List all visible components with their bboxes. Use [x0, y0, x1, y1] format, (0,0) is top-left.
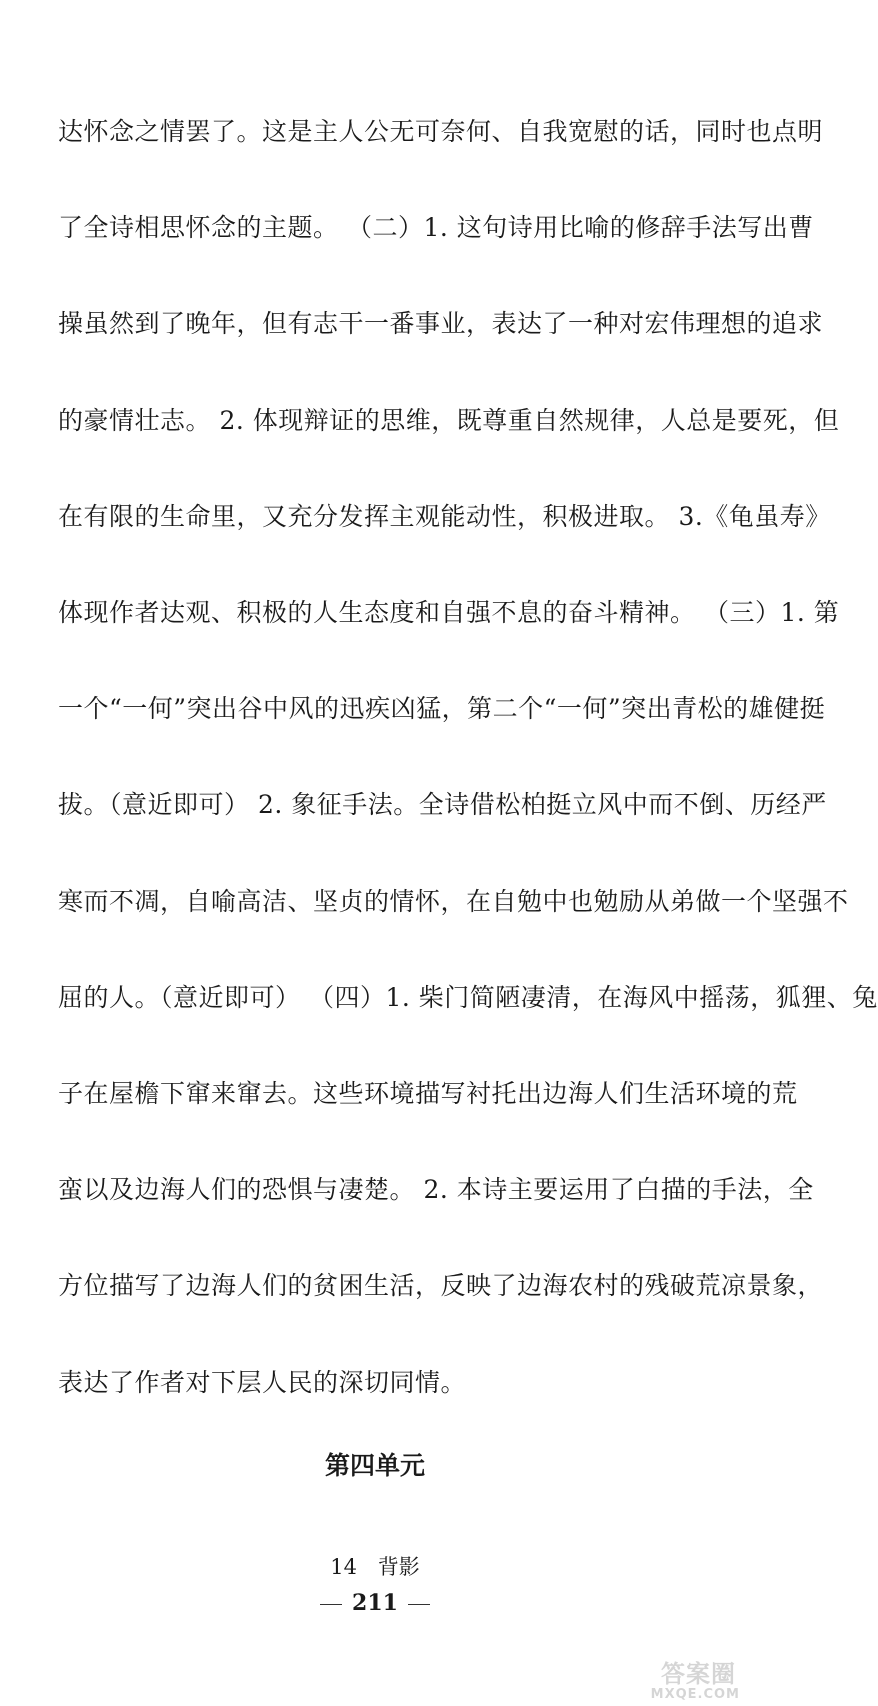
unit-heading: 第四单元	[324, 1451, 425, 1480]
text-line: 体现作者达观、积极的人生态度和自强不息的奋斗精神。 （三）1. 第	[58, 598, 840, 627]
page-number	[0, 1588, 750, 1618]
dash-right	[408, 1604, 430, 1605]
text-line: 一个“一何”突出谷中风的迅疾凶猛，第二个“一何”突出青松的雄健挺	[58, 694, 826, 723]
text-line: 表达了作者对下层人民的深切同情。	[58, 1368, 467, 1397]
text-line: 拔。（意近即可） 2. 象征手法。全诗借松柏挺立风中而不倒、历经严	[58, 790, 827, 819]
text-line: 了全诗相思怀念的主题。 （二）1. 这句诗用比喻的修辞手法写出曹	[58, 213, 814, 242]
watermark-logo: 答案圈	[661, 1660, 736, 1688]
lesson-heading: 14 背影	[330, 1555, 420, 1579]
text-line: 蛮以及边海人们的恐惧与凄楚。 2. 本诗主要运用了白描的手法，全	[58, 1175, 814, 1204]
text-line: 寒而不凋，自喻高洁、坚贞的情怀，在自勉中也勉励从弟做一个坚强不	[58, 887, 849, 916]
dash-left	[320, 1604, 342, 1605]
text-line: 操虽然到了晚年，但有志干一番事业，表达了一种对宏伟理想的追求	[58, 309, 824, 338]
text-line: 在有限的生命里，又充分发挥主观能动性，积极进取。 3.《龟虽寿》	[58, 502, 831, 531]
watermark-url: MXQE.COM	[650, 1687, 740, 1702]
text-line: 达怀念之情罢了。这是主人公无可奈何、自我宽慰的话，同时也点明	[58, 117, 824, 146]
watermark	[594, 1654, 744, 1702]
text-line: 子在屋檐下窜来窜去。这些环境描写衬托出边海人们生活环境的荒	[58, 1079, 798, 1108]
text-line: 的豪情壮志。 2. 体现辩证的思维，既尊重自然规律，人总是要死，但	[58, 406, 840, 435]
text-line: 屈的人。（意近即可） （四）1. 柴门简陋凄清，在海风中摇荡，狐狸、兔	[58, 983, 878, 1012]
page-number-value: 211	[352, 1590, 398, 1616]
text-line: 方位描写了边海人们的贫困生活，反映了边海农村的残破荒凉景象，	[58, 1271, 824, 1300]
